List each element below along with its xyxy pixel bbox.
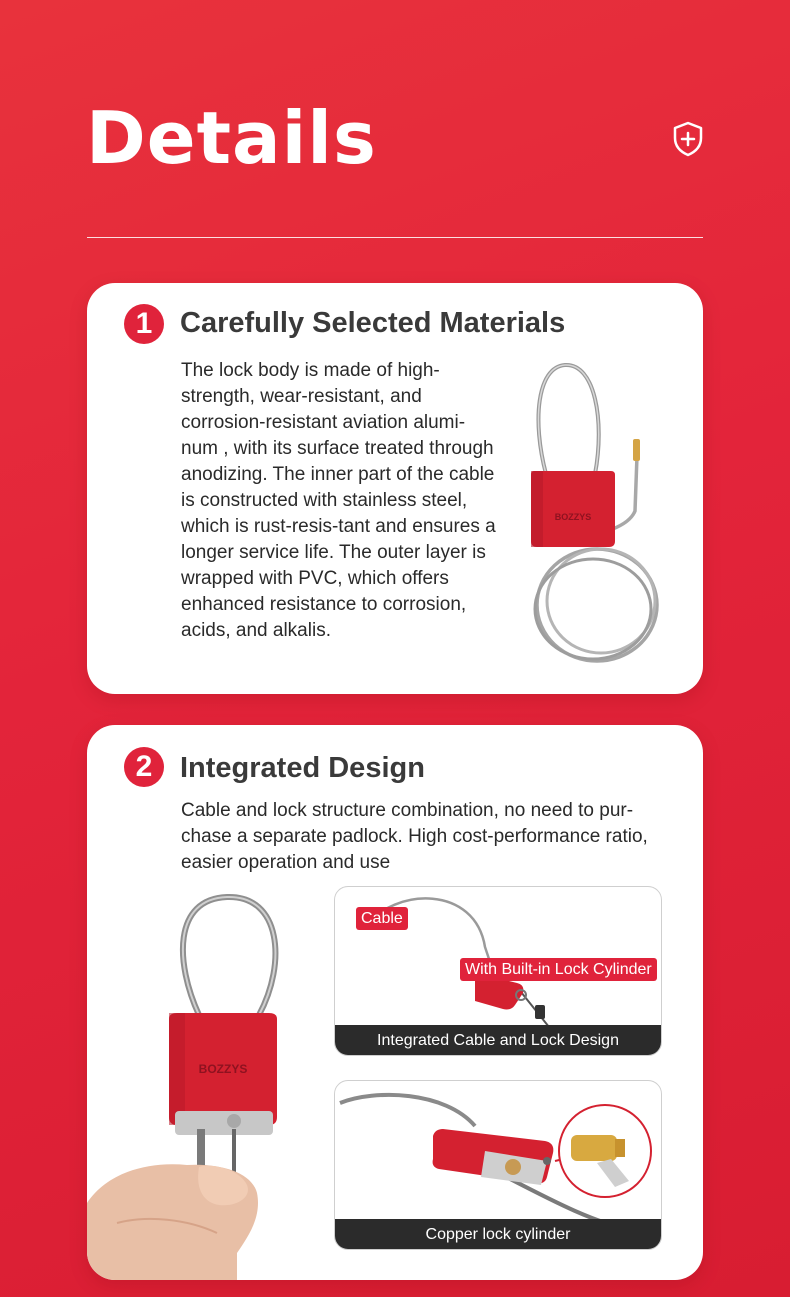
header-divider bbox=[87, 237, 703, 238]
section-body: The lock body is made of high-strength, wear-resistant, and corrosion-resistant aviation alumi-num , with its surface treated through anodizing. The inner part of the cable is constructed with stainless steel, which is rust-resis-tant and ensures a longer service life. The outer layer is wrapped with PVC, which offers enhanced resistance to corrosion, acids, and alkalis. bbox=[181, 360, 496, 641]
shield-plus-icon bbox=[672, 121, 704, 157]
section-body: Cable and lock structure combination, no need to pur-chase a separate padlock. High cost-performance ratio, easier operation and use bbox=[181, 800, 648, 873]
photo-caption: Integrated Cable and Lock Design bbox=[335, 1025, 661, 1055]
section-title: Carefully Selected Materials bbox=[180, 307, 566, 339]
svg-text:BOZZYS: BOZZYS bbox=[554, 512, 592, 522]
section-number-badge: 1 bbox=[124, 304, 164, 344]
lock-cylinder-tag: With Built-in Lock Cylinder bbox=[460, 958, 657, 981]
copper-cylinder-photo bbox=[334, 1080, 662, 1250]
photo-caption: Copper lock cylinder bbox=[335, 1219, 661, 1249]
hand-holding-lock-image bbox=[87, 893, 327, 1280]
cable-tag: Cable bbox=[356, 907, 408, 930]
materials-card bbox=[87, 283, 703, 694]
design-card bbox=[87, 725, 703, 1280]
page-title: Details bbox=[86, 96, 377, 180]
section-title: Integrated Design bbox=[180, 752, 425, 784]
integrated-design-photo bbox=[334, 886, 662, 1056]
section-number-badge: 2 bbox=[124, 747, 164, 787]
svg-text:BOZZYS: BOZZYS bbox=[198, 1062, 248, 1076]
cable-lock-image bbox=[517, 361, 677, 667]
